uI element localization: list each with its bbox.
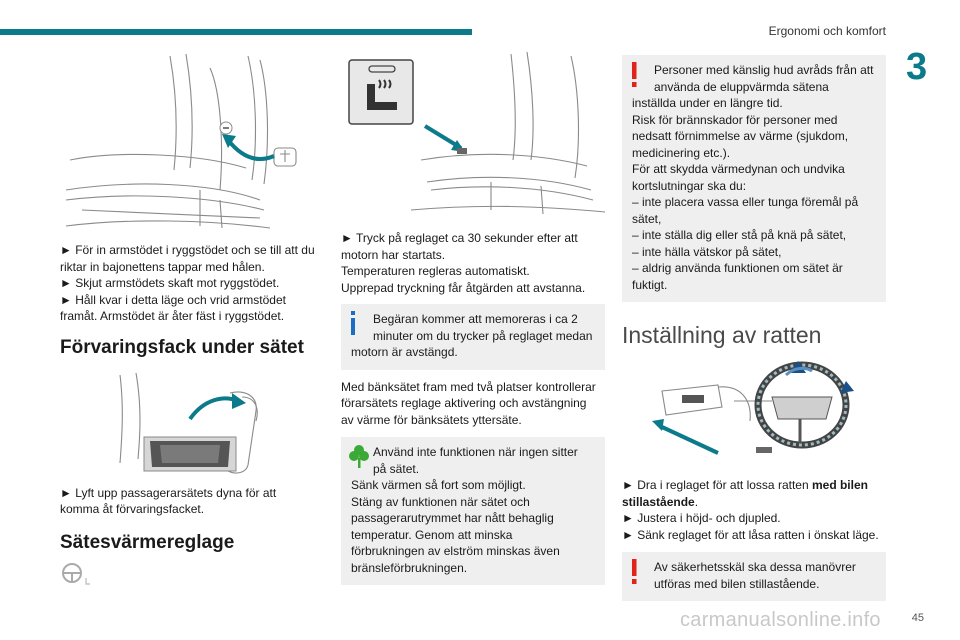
- section-heading-steering: Inställning av ratten: [622, 322, 822, 348]
- text-line: sätet,: [632, 211, 662, 226]
- page-number: 45: [911, 612, 924, 624]
- text-line: Med bänksätet fram med två platser kontrollerar: [341, 379, 596, 394]
- text-line: Använd inte funktionen när ingen sitter: [373, 445, 578, 459]
- section-heading-storage: Förvaringsfack under sätet: [60, 336, 304, 358]
- header-accent-bar: [0, 29, 472, 35]
- text-line: ► Skjut armstödets skaft mot ryggstödet.: [60, 276, 280, 290]
- text-line: Stäng av funktionen när sätet och: [351, 494, 530, 509]
- text-line: medicinering etc.).: [632, 145, 731, 160]
- text-line: använda de eluppvärmda sätena: [654, 79, 829, 94]
- info-icon: [348, 311, 358, 335]
- armrest-figure: [60, 50, 322, 232]
- text-line: bränsleförbrukningen.: [351, 560, 468, 575]
- warning-icon: [629, 559, 639, 585]
- text-line: minuter om du trycker på reglaget medan: [373, 328, 593, 343]
- storage-compartment-figure: [60, 367, 322, 481]
- text-line: Begäran kommer att memoreras i ca 2: [373, 312, 578, 326]
- text-line: För att skydda värmedynan och undvika: [632, 162, 845, 176]
- text-line: ► Sänk reglaget för att låsa ratten i önskat läge.: [622, 527, 879, 542]
- seat-heating-button-figure: [341, 50, 605, 220]
- text-line: ► Justera i höjd- och djupled.: [622, 511, 781, 525]
- column-middle: [341, 50, 605, 585]
- text-line: framåt. Armstödet är åter fäst i ryggstödet.: [60, 309, 285, 323]
- text-line: av värme för bänksätets yttersäte.: [341, 412, 522, 427]
- column-left: [60, 50, 322, 586]
- warning-icon: [629, 62, 639, 88]
- text-line: ► Lyft upp passagerarsätets dyna för att: [60, 485, 277, 500]
- watermark: carmanualsonline.info: [680, 609, 881, 631]
- text-line: Sänk värmen så fort som möjligt.: [351, 478, 526, 492]
- text-line: riktar in bajonettens tappar med hålen.: [60, 259, 265, 274]
- steering-wheel-figure: [622, 361, 886, 469]
- text-line: inställda under en längre tid.: [632, 96, 783, 110]
- text-line: passagerarutrymmet har nått behaglig: [351, 511, 554, 525]
- text-line: utföras med bilen stillastående.: [654, 576, 820, 591]
- text-line: Personer med känslig hud avråds från att: [654, 63, 874, 77]
- text-line: motorn är avstängd.: [351, 345, 458, 359]
- warning-box-heated-seat: [622, 55, 886, 302]
- text-line: ► För in armstödet i ryggstödet och se till att du: [60, 243, 315, 257]
- text-line: förarsätets reglage aktivering och avstängning: [341, 396, 587, 410]
- text-line: temperatur. Genom att minska: [351, 527, 513, 542]
- text-line: komma åt förvaringsfacket.: [60, 502, 205, 516]
- section-heading-seat-heating: Sätesvärmereglage: [60, 531, 235, 553]
- header-title: Ergonomi och komfort: [768, 24, 886, 38]
- text-line: fuktigt.: [632, 277, 668, 292]
- text-line: Av säkerhetsskäl ska dessa manövrer: [654, 560, 856, 574]
- text-line: kortslutningar ska du:: [632, 178, 747, 193]
- eco-icon: [348, 444, 370, 468]
- text-line: förbrukningen av elström minskas även: [351, 544, 560, 558]
- text-line: – inte hälla vätskor på sätet,: [632, 244, 782, 259]
- text-line: – inte placera vassa eller tunga föremål på: [632, 195, 859, 209]
- text-line: stillastående.: [622, 494, 699, 509]
- column-right: [622, 50, 886, 601]
- text-line: – inte ställa dig eller stå på knä på sätet,: [632, 228, 847, 242]
- text-line: Risk för brännskador för personer med: [632, 112, 838, 127]
- text-line: ► Dra i reglaget för att lossa ratten med bilen: [622, 478, 868, 492]
- text-line: ► Håll kvar i detta läge och vrid armstödet: [60, 292, 286, 307]
- text-line: Temperaturen regleras automatiskt.: [341, 264, 530, 278]
- warning-box-steering: [622, 552, 886, 601]
- seat-heating-symbol-icon: [60, 562, 94, 586]
- text-line: Upprepad tryckning får åtgärden att avstanna.: [341, 280, 586, 295]
- eco-box: [341, 437, 605, 585]
- text-line: ► Tryck på reglaget ca 30 sekunder efter att: [341, 231, 578, 245]
- info-box: [341, 304, 605, 370]
- text-line: – aldrig använda funktionen om sätet är: [632, 261, 843, 275]
- text-line: nedsatt förnimmelse av värme (sjukdom,: [632, 129, 849, 143]
- text-line: på sätet.: [373, 461, 420, 476]
- chapter-number: 3: [906, 46, 928, 88]
- text-line: motorn har startats.: [341, 247, 446, 262]
